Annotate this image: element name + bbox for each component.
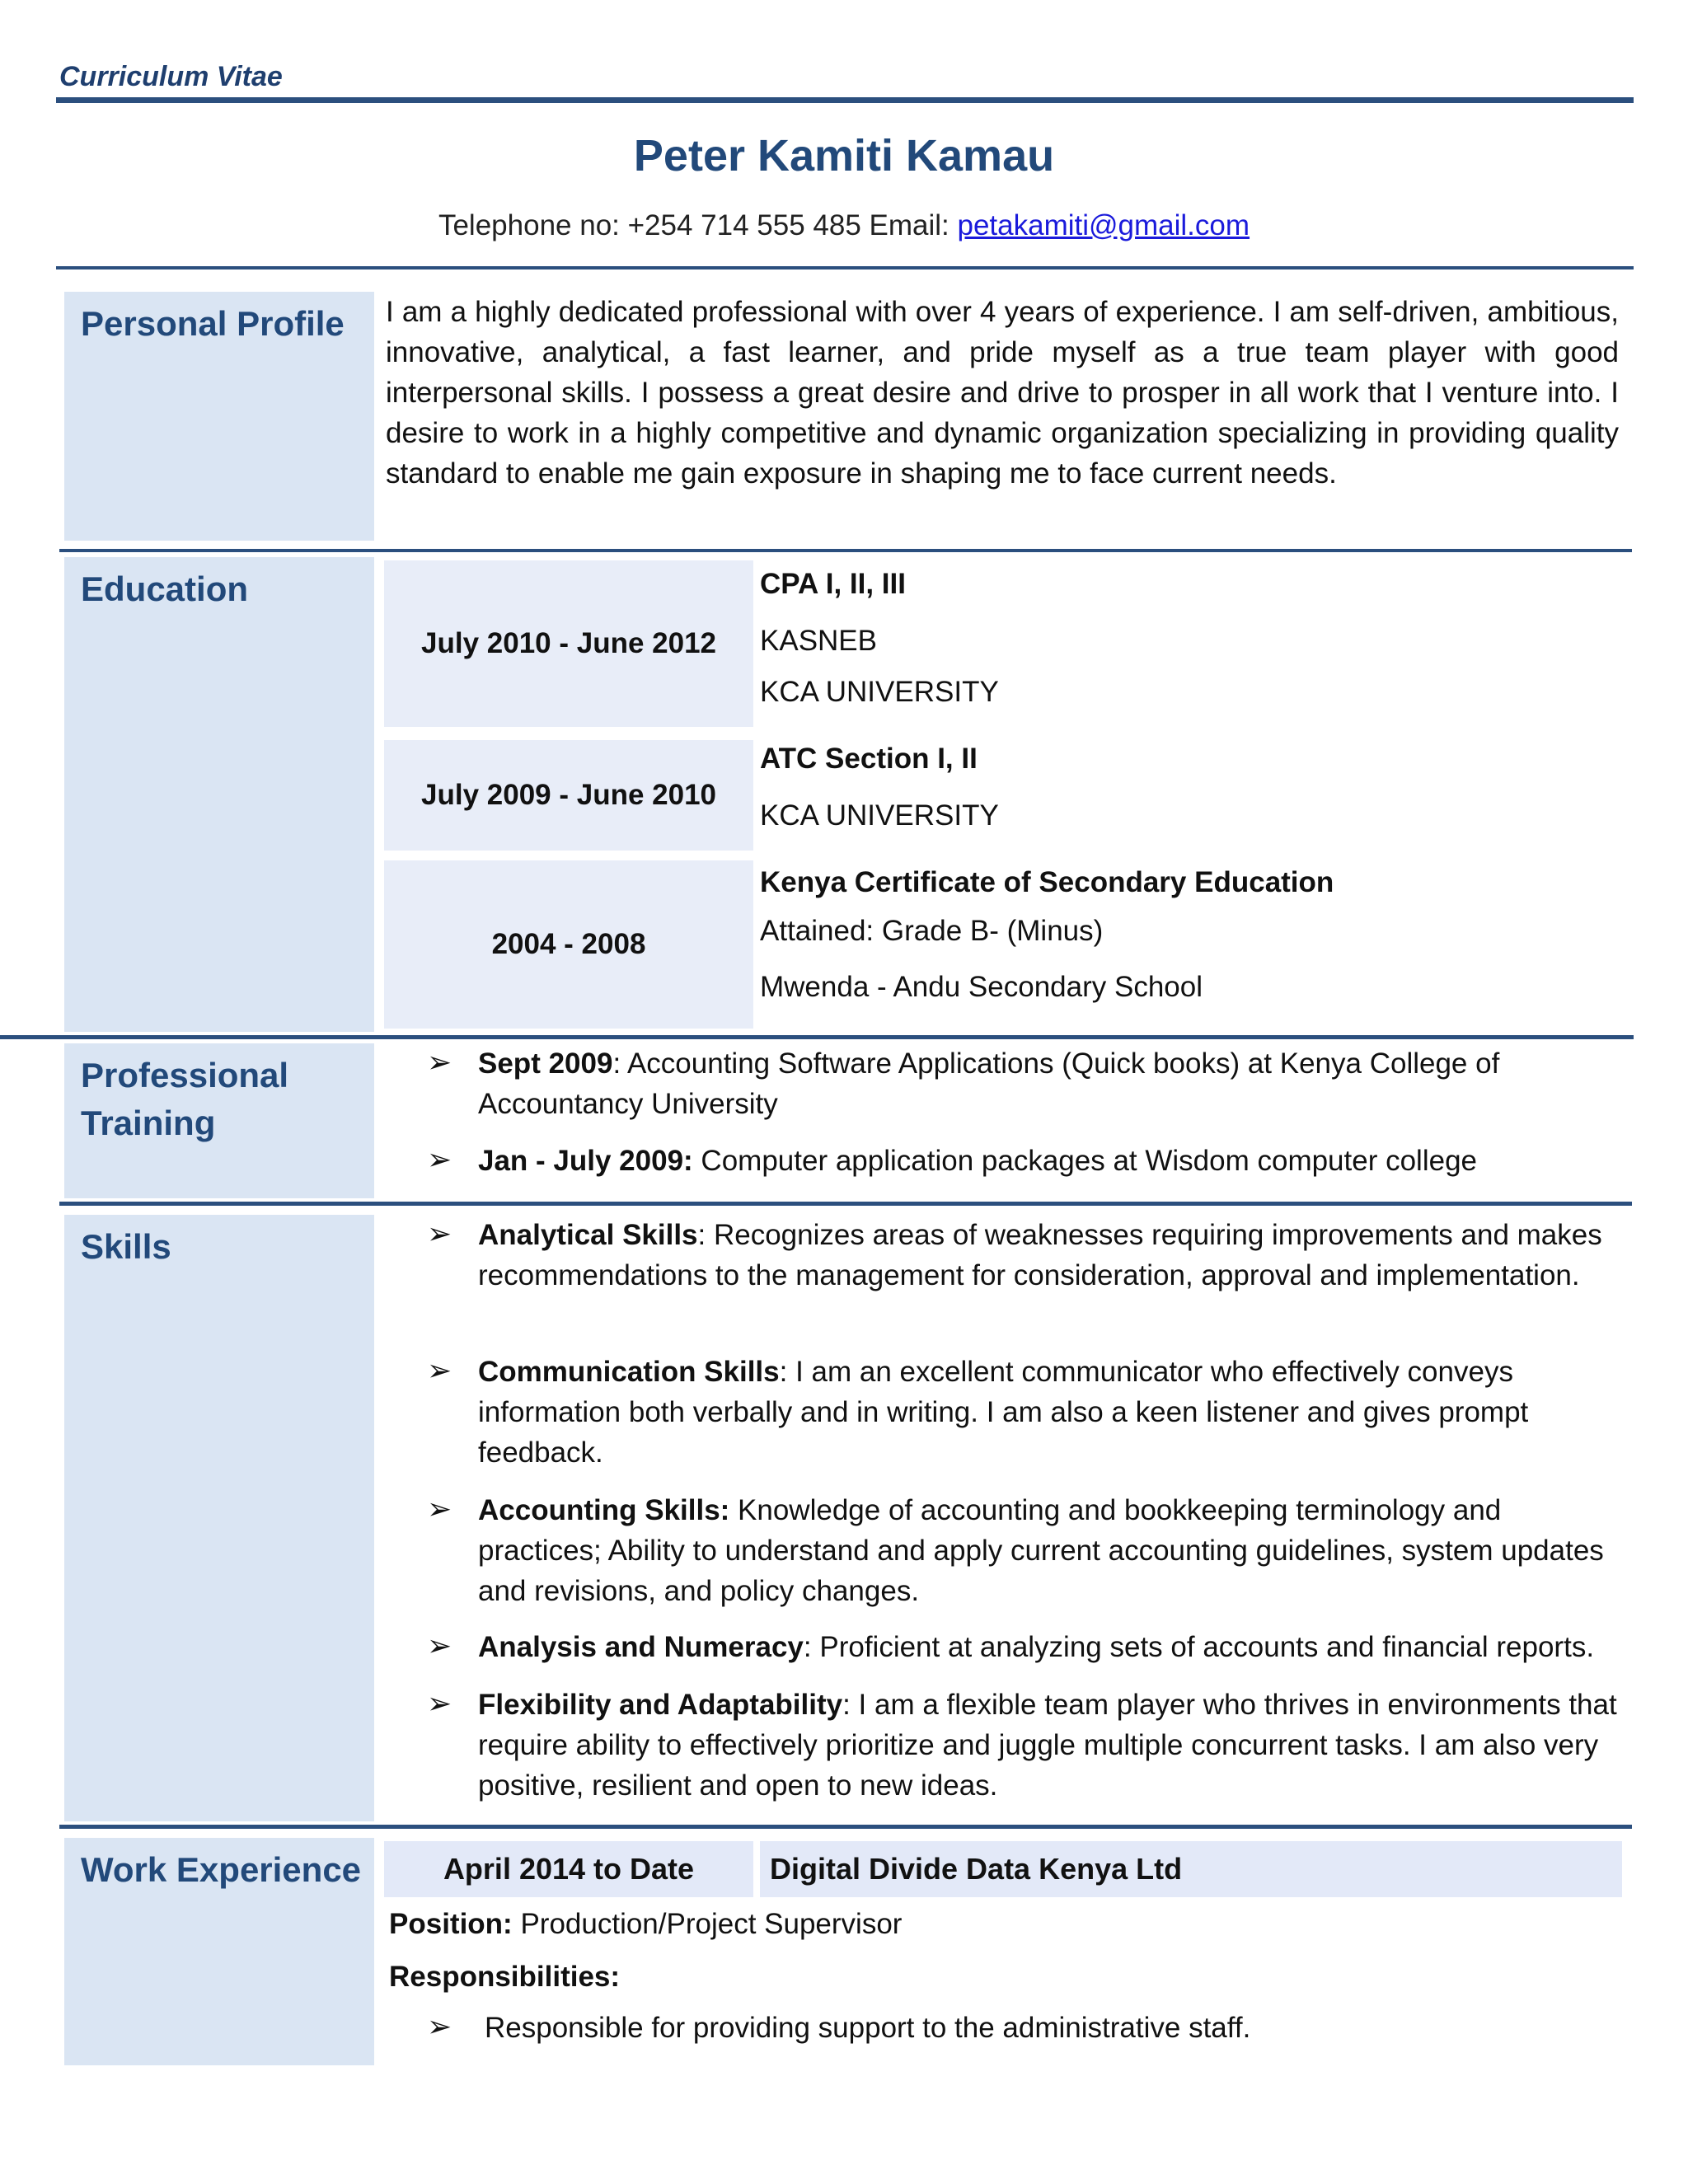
- email-link[interactable]: petakamiti@gmail.com: [957, 209, 1250, 241]
- skill-label: Flexibility and Adaptability: [478, 1689, 843, 1721]
- training-heading: [81, 1052, 288, 1147]
- bullet-arrow-icon: ➢: [427, 1045, 452, 1079]
- education-qualification: CPA I, II, III: [760, 568, 906, 600]
- education-institution: KCA UNIVERSITY: [760, 799, 999, 832]
- skill-item: [478, 1685, 1625, 1806]
- training-heading-line: Training: [81, 1104, 216, 1142]
- profile-text: I am a highly dedicated professional with over 4 years of experience. I am self-driven, ambitious, innovative, analytical, a fast learner, and pride myself as a true team player with good interpersonal skills. I possess a great desire and drive to prosper in all work that I venture into. I desire to work in a highly competitive and dynamic organization specializing in providing quality standard to enable me gain exposure in shaping me to face current needs.: [386, 296, 1619, 490]
- candidate-name: Peter Kamiti Kamau: [633, 131, 1055, 180]
- education-heading: Education: [81, 569, 249, 608]
- education-date-2: July 2009 - June 2010: [384, 740, 753, 851]
- skill-item: [478, 1215, 1625, 1296]
- bullet-arrow-icon: ➢: [427, 1629, 452, 1662]
- responsibility-item: Responsible for providing support to the administrative staff.: [485, 2012, 1251, 2044]
- education-qualification: ATC Section I, II: [760, 743, 978, 775]
- education-entry-1: [760, 564, 999, 715]
- skill-label: Analytical Skills: [478, 1219, 698, 1251]
- skills-heading: Skills: [81, 1227, 171, 1266]
- responsibilities-label: Responsibilities:: [389, 1961, 621, 1993]
- position-value: Production/Project Supervisor: [512, 1908, 903, 1940]
- work-employer: Digital Divide Data Kenya Ltd: [760, 1841, 1622, 1897]
- bullet-arrow-icon: ➢: [427, 2009, 452, 2043]
- contact-line: [0, 209, 1688, 242]
- skill-item: [478, 1352, 1625, 1473]
- education-sidebar: [64, 557, 374, 1032]
- profile-divider: [59, 549, 1632, 552]
- education-date-3: 2004 - 2008: [384, 860, 753, 1029]
- training-item-text: : Accounting Software Applications (Quick books) at Kenya College of Accountancy University: [478, 1047, 1500, 1120]
- education-entry-2: [760, 738, 999, 839]
- contact-divider: [56, 266, 1634, 269]
- profile-sidebar: [64, 292, 374, 541]
- header-divider: [56, 97, 1634, 103]
- work-position: [389, 1904, 902, 1944]
- training-item: [478, 1043, 1625, 1124]
- training-heading-line: Professional: [81, 1056, 289, 1094]
- work-period: April 2014 to Date: [384, 1841, 753, 1897]
- training-sidebar: [64, 1043, 374, 1198]
- education-qualification: Kenya Certificate of Secondary Education: [760, 866, 1334, 898]
- skill-label: Accounting Skills:: [478, 1494, 730, 1526]
- work-heading: Work Experience: [81, 1850, 362, 1889]
- education-institution: KCA UNIVERSITY: [760, 676, 999, 708]
- education-date-1: July 2010 - June 2012: [384, 560, 753, 727]
- skill-label: Communication Skills: [478, 1356, 780, 1388]
- skill-item: [478, 1627, 1625, 1667]
- skill-text: : Recognizes areas of weaknesses requiring improvements and makes recommendations to the management for consideration, approval and implementation.: [478, 1219, 1602, 1291]
- training-item-text: Computer application packages at Wisdom computer college: [692, 1145, 1478, 1177]
- skill-text: : I am an excellent communicator who effectively conveys information both verbally and in writing. I am also a keen listener and gives prompt feedback.: [478, 1356, 1529, 1469]
- education-entry-3: [760, 862, 1334, 1010]
- skills-divider: [59, 1825, 1632, 1829]
- position-label: Position:: [389, 1908, 513, 1940]
- skill-text: Knowledge of accounting and bookkeeping terminology and practices; Ability to understand and apply current accounting guidelines, system updates and revisions, and policy changes.: [478, 1494, 1604, 1607]
- work-sidebar: [64, 1838, 374, 2065]
- bullet-arrow-icon: ➢: [427, 1492, 452, 1526]
- skills-sidebar: [64, 1215, 374, 1821]
- profile-heading: Personal Profile: [81, 304, 345, 343]
- bullet-arrow-icon: ➢: [427, 1353, 452, 1387]
- contact-phone: Telephone no: +254 714 555 485 Email:: [438, 209, 958, 241]
- skill-text: : I am a flexible team player who thrives in environments that require ability to effectively prioritize and juggle multiple concurrent tasks. I am also very positive, resilient and open to new ideas.: [478, 1689, 1617, 1802]
- document-label: Curriculum Vitae: [59, 61, 283, 92]
- training-item-label: Sept 2009: [478, 1047, 613, 1080]
- skill-label: Analysis and Numeracy: [478, 1631, 804, 1663]
- training-item: [478, 1141, 1625, 1181]
- education-divider: [0, 1035, 1634, 1039]
- education-institution: KASNEB: [760, 625, 877, 657]
- bullet-arrow-icon: ➢: [427, 1686, 452, 1720]
- training-divider: [59, 1202, 1632, 1206]
- bullet-arrow-icon: ➢: [427, 1142, 452, 1176]
- skill-text: : Proficient at analyzing sets of accounts and financial reports.: [803, 1631, 1595, 1663]
- skill-item: [478, 1490, 1625, 1611]
- training-item-label: Jan - July 2009:: [478, 1145, 693, 1177]
- education-grade: Attained: Grade B- (Minus): [760, 915, 1104, 947]
- bullet-arrow-icon: ➢: [427, 1216, 452, 1250]
- education-institution: Mwenda - Andu Secondary School: [760, 971, 1203, 1003]
